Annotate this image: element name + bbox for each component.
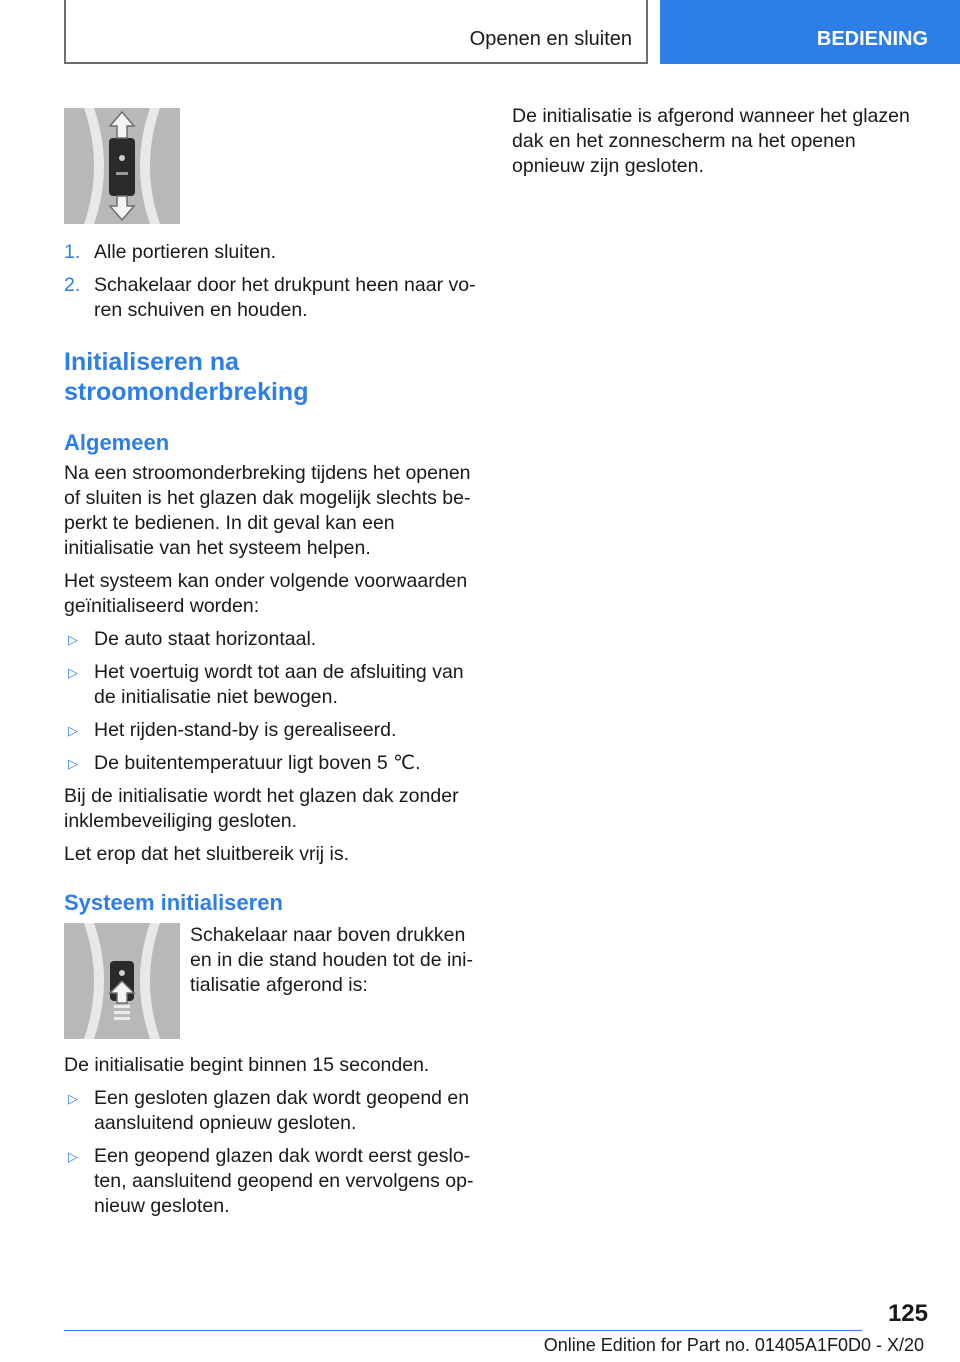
header-section-box — [64, 0, 648, 64]
figure-with-caption — [64, 923, 480, 1039]
triangle-bullet-icon: ▷ — [68, 1149, 78, 1164]
steps-list — [64, 240, 480, 323]
header-section-title: Openen en sluiten — [469, 28, 632, 50]
triangle-bullet-icon: ▷ — [68, 756, 78, 771]
list-item — [64, 240, 480, 265]
triangle-bullet-icon: ▷ — [68, 1091, 78, 1106]
list-item-text: Het voertuig wordt tot aan de afsluiting van de initialisatie niet bewogen. — [94, 661, 464, 708]
triangle-bullet-icon: ▷ — [68, 632, 78, 647]
paragraph: Na een stroomonderbreking tijdens het openen of sluiten is het glazen dak mogelijk slechts beperkt te bedienen. In dit geval kan een initialisatie van het systeem helpen. — [64, 462, 471, 559]
page-number: 125 — [887, 1300, 928, 1327]
triangle-bullet-icon: ▷ — [68, 723, 78, 738]
header-chapter-tab: BEDIENING — [660, 0, 960, 64]
list-item — [64, 1086, 480, 1136]
list-item — [64, 1144, 480, 1219]
list-item-text: De auto staat horizontaal. — [94, 628, 317, 650]
paragraph: Het systeem kan onder volgende voorwaarden geïnitialiseerd worden: — [64, 570, 468, 617]
section-heading: Initialiseren na stroomonderbreking — [64, 348, 309, 406]
right-column — [512, 104, 928, 187]
paragraph: Bij de initialisatie wordt het glazen dak zonder inklembeveiliging gesloten. — [64, 785, 459, 832]
list-item — [64, 273, 480, 323]
sequence-list — [64, 1086, 480, 1219]
list-item — [64, 660, 480, 710]
left-column — [64, 108, 480, 1227]
list-item — [64, 627, 480, 652]
list-item-text: Een geopend glazen dak wordt eerst gesloten, aansluitend geopend en vervolgens opnieuw gesloten. — [94, 1145, 474, 1217]
subheading-general: Algemeen — [64, 430, 170, 455]
footer-divider — [64, 1330, 862, 1331]
triangle-bullet-icon: ▷ — [68, 665, 78, 680]
paragraph: De initialisatie is afgerond wanneer het glazen dak en het zonnescherm na het openen opnieuw zijn gesloten. — [512, 105, 910, 177]
step-number: 1. — [64, 241, 81, 263]
list-item-text: Het rijden-stand-by is gerealiseerd. — [94, 719, 397, 741]
step-text: Schakelaar door het drukpunt heen naar voren schuiven en houden. — [94, 274, 476, 321]
conditions-list — [64, 627, 480, 776]
list-item — [64, 751, 480, 776]
paragraph: Let erop dat het sluitbereik vrij is. — [64, 843, 350, 865]
list-item-text: Een gesloten glazen dak wordt geopend en aansluitend opnieuw gesloten. — [94, 1087, 470, 1134]
list-item — [64, 718, 480, 743]
subheading-initialize: Systeem initialiseren — [64, 890, 283, 915]
footer-edition: Online Edition for Part no. 01405A1F0D0 - X/20 — [543, 1335, 924, 1355]
step-text: Alle portieren sluiten. — [94, 241, 277, 263]
switch-figure-push-up — [64, 923, 180, 1039]
paragraph: De initialisatie begint binnen 15 seconden. — [64, 1054, 430, 1076]
switch-figure-slide — [64, 108, 180, 224]
figure-caption: Schakelaar naar boven drukken en in die stand houden tot de initialisatie afgerond is: — [190, 924, 473, 996]
step-number: 2. — [64, 274, 81, 296]
list-item-text: De buitentemperatuur ligt boven 5 ℃. — [94, 752, 421, 774]
